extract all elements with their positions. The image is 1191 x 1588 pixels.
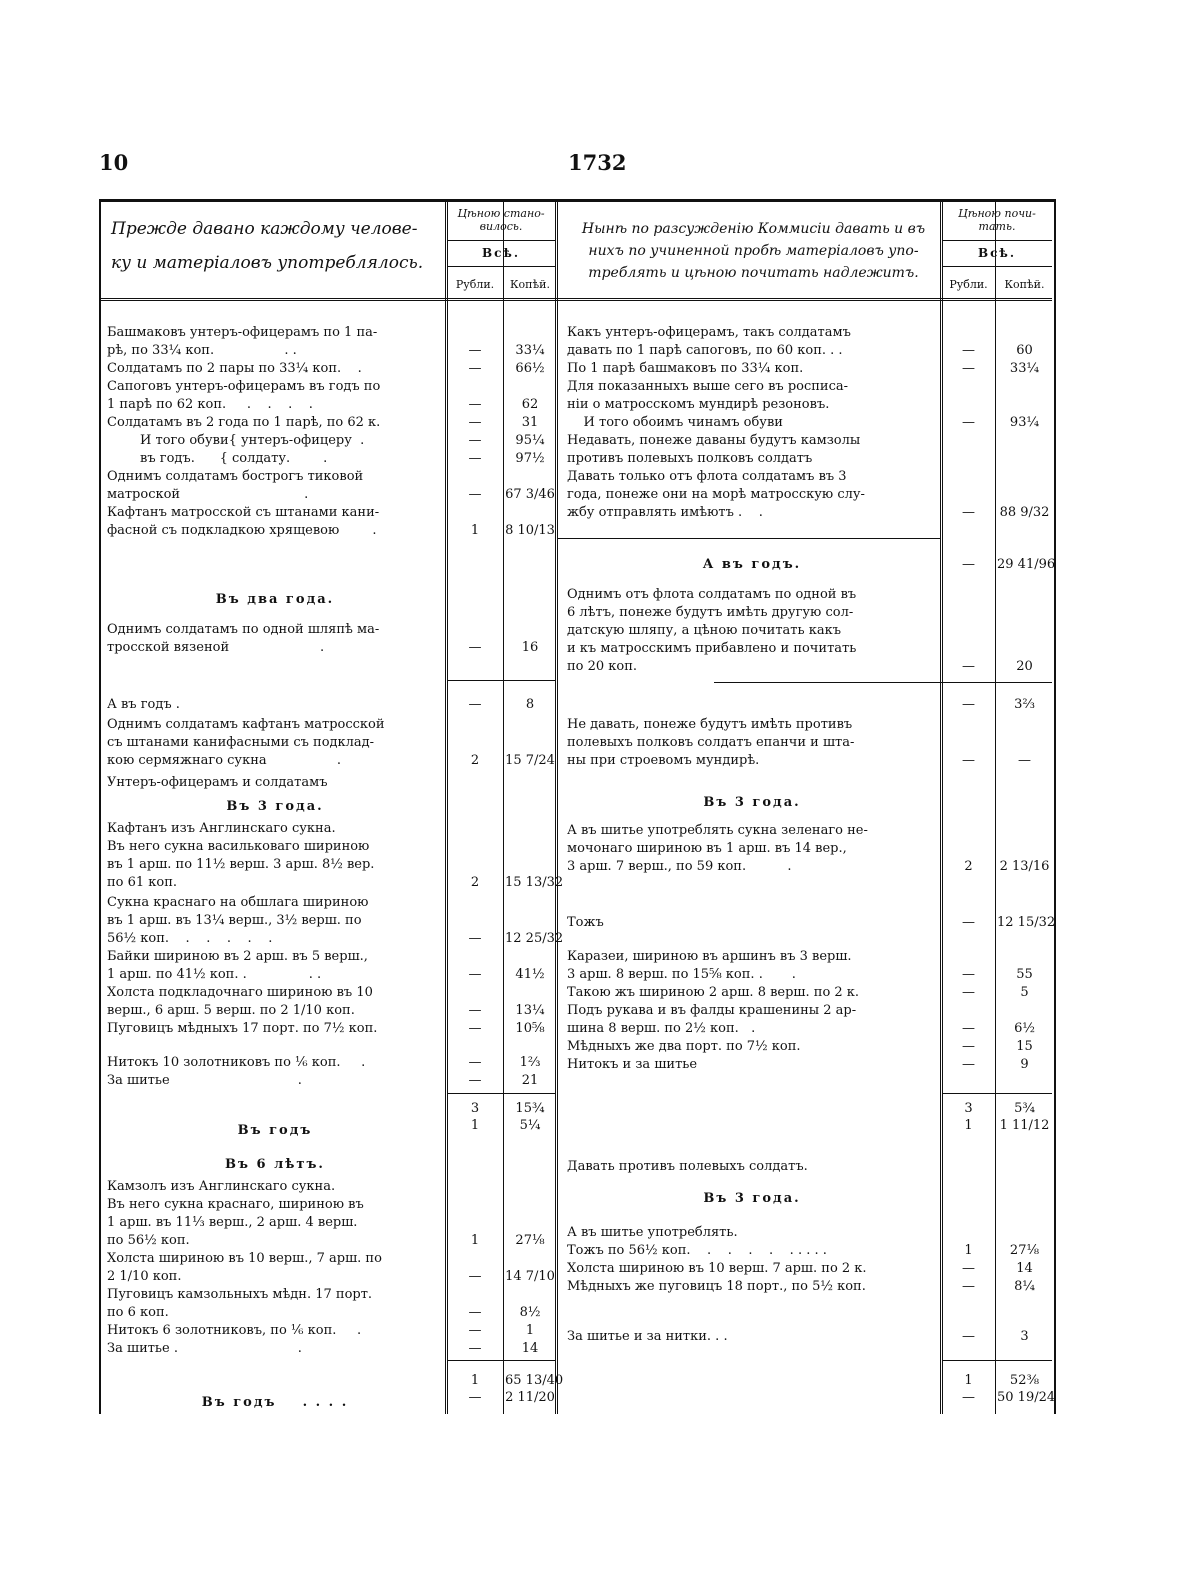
right-entry-text: Въ 3 года. — [703, 1191, 801, 1206]
left-kopecks-cell: 16 — [521, 640, 539, 655]
right-rubles-cell: — — [962, 967, 975, 982]
right-kopecks-cell: 6½ — [1014, 1021, 1035, 1036]
right-rubles-cell: — — [962, 985, 975, 1000]
right-rubles-cell: 3 1 — [964, 1101, 973, 1133]
right-entry-text: ніи о матросскомъ мундирѣ резоновъ. — [567, 397, 830, 412]
left-entry-text: верш., 6 арш. 5 верш. по 2 1/10 коп. — [107, 1003, 355, 1018]
right-rubles-cell: — — [962, 1057, 975, 1072]
left-rubles-cell: — — [468, 451, 482, 466]
right-entry-text: Такою жъ шириною 2 арш. 8 верш. по 2 к. — [567, 985, 860, 1000]
right-kopecks-cell: 15 — [1016, 1039, 1033, 1054]
col-rule-right-text — [940, 202, 945, 1414]
hdr-rule-1 — [447, 240, 555, 241]
left-entry-text: Однимъ солдатамъ по одной шляпѣ ма- — [107, 622, 380, 637]
left-entry-text: Однимъ солдатамъ кафтанъ матросской — [107, 717, 385, 732]
left-kopecks-cell: 66½ — [515, 361, 545, 376]
left-entry-text: 2 1/10 коп. — [107, 1269, 182, 1284]
left-entry-text: Холста шириною въ 10 верш., 7 арш. по — [107, 1251, 382, 1266]
right-rubles-cell: — — [962, 361, 975, 376]
hdr-rule-3 — [942, 240, 1052, 241]
hdr-rule-4 — [942, 266, 1052, 267]
hdr-rule-2 — [447, 266, 555, 267]
right-entry-text: Мѣдныхъ же пуговицъ 18 порт., по 5½ коп. — [567, 1279, 866, 1294]
right-entry-text: полевыхъ полковъ солдатъ епанчи и шта- — [567, 735, 855, 750]
left-rubles-cell: — — [468, 1341, 482, 1356]
left-rubles-cell: — — [468, 1003, 482, 1018]
col-rule-right-rub — [995, 202, 996, 1414]
right-entry-text: Не давать, понеже будутъ имѣть противъ — [567, 717, 853, 732]
right-entry-text: давать по 1 парѣ сапоговъ, по 60 коп. . . — [567, 343, 843, 358]
right-rubles-cell: — — [962, 505, 975, 520]
right-entry-text: Давать только отъ флота солдатамъ въ 3 — [567, 469, 847, 484]
left-kopecks-cell: 31 — [521, 415, 539, 430]
right-entry-text: По 1 парѣ башмаковъ по 33¼ коп. — [567, 361, 804, 376]
left-entry-text: по 56½ коп. — [107, 1233, 190, 1248]
right-rubles-cell: — — [962, 1261, 975, 1276]
left-entry-text: А въ годъ . — [107, 697, 180, 712]
right-kopecks-cell: 5 — [1020, 985, 1029, 1000]
left-entry-text: Солдатамъ въ 2 года по 1 парѣ, по 62 к. — [107, 415, 381, 430]
right-entry-text: Нитокъ и за шитье — [567, 1057, 698, 1072]
left-entry-text: Камзолъ изъ Англинскаго сукна. — [107, 1179, 336, 1194]
sec-rule-l2 — [447, 1093, 555, 1094]
sec-rule-r3 — [942, 1093, 1052, 1094]
left-entry-text: За шитье . . — [107, 1341, 302, 1356]
left-kopecks-cell: 13¼ — [515, 1003, 545, 1018]
left-entry-text: 1 арш. въ 11⅓ верш., 2 арш. 4 верш. — [107, 1215, 358, 1230]
right-vse: Всѣ. — [977, 246, 1017, 260]
left-kopecks-cell: 1⅔ — [519, 1055, 541, 1070]
left-entry-text: фасной съ подкладкою хрящевою . — [107, 523, 377, 538]
right-entry-text: датскую шляпу, а цѣною почитать какъ — [567, 623, 841, 638]
left-rubles-cell: 1 — [470, 523, 480, 538]
left-entry-text: по 61 коп. — [107, 875, 178, 890]
page-year: 1732 — [568, 150, 627, 175]
left-entry-text: рѣ, по 33¼ коп. . . — [107, 343, 297, 358]
col-rule-left-rub — [503, 202, 504, 1414]
left-entry-text: въ 1 арш. въ 13¼ верш., 3½ верш. по — [107, 913, 362, 928]
left-col-kop: Копѣй. — [510, 278, 550, 291]
left-rubles-cell: — — [468, 343, 482, 358]
left-entry-text: 1 арш. по 41½ коп. . . . — [107, 967, 322, 982]
left-header-title: Прежде давано каждому челове- ку и матеріаловъ употреблялось. — [111, 219, 424, 273]
right-entry-text: Мѣдныхъ же два порт. по 7½ коп. — [567, 1039, 801, 1054]
right-entry-text: по 20 коп. — [567, 659, 638, 674]
right-entry-text: мочонаго шириною въ 1 арш. въ 14 вер., — [567, 841, 847, 856]
left-rubles-cell: — — [468, 1021, 482, 1036]
page-number: 10 — [99, 150, 129, 175]
right-rubles-cell: — — [962, 753, 975, 768]
left-rubles-cell: — — [468, 361, 482, 376]
right-entry-text: Тожъ по 56½ коп. . . . . . . . . . — [567, 1243, 827, 1258]
ledger-table — [99, 199, 1056, 1414]
left-rubles-cell: 2 — [470, 875, 480, 890]
right-kopecks-cell: 2 13/16 — [999, 859, 1050, 874]
right-entry-text: 3 арш. 7 верш., по 59 коп. . — [567, 859, 792, 874]
right-entry-text: шина 8 верш. по 2½ коп. . — [567, 1021, 756, 1036]
right-kopecks-cell: 3⅔ — [1014, 697, 1035, 712]
left-entry-text: Кафтанъ изъ Англинскаго сукна. — [107, 821, 336, 836]
left-entry-text: Въ него сукна краснаго, шириною въ — [107, 1197, 364, 1212]
left-kopecks-cell: 15¾ 5¼ — [515, 1101, 545, 1133]
left-kopecks-cell: 65 13/40 2 11/20 — [505, 1373, 564, 1405]
sec-rule-r1 — [557, 538, 940, 539]
left-rubles-cell: — — [468, 1269, 482, 1284]
right-entry-text: 3 арш. 8 верш. по 15⅝ коп. . . — [567, 967, 796, 982]
left-rubles-cell: — — [468, 1073, 482, 1088]
left-rubles-cell: — — [468, 697, 482, 712]
right-kopecks-cell: 5¾ 1 11/12 — [999, 1101, 1050, 1133]
left-rubles-cell: — — [468, 415, 482, 430]
left-kopecks-cell: 33¼ — [515, 343, 545, 358]
left-entry-text: Въ него сукна васильковаго шириною — [107, 839, 370, 854]
left-kopecks-cell: 15 7/24 — [505, 753, 555, 768]
left-entry-text: кою сермяжнаго сукна . — [107, 753, 342, 768]
left-entry-text: Нитокъ 10 золотниковъ по ⅙ коп. . — [107, 1055, 366, 1070]
right-entry-text: года, понеже они на морѣ матросскую слу- — [567, 487, 865, 502]
right-entry-text: Подъ рукава и въ фалды крашенины 2 ар- — [567, 1003, 857, 1018]
left-entry-text: Въ 6 лѣтъ. — [225, 1157, 325, 1172]
right-entry-text: противъ полевыхъ полковъ солдатъ — [567, 451, 813, 466]
left-entry-text: Нитокъ 6 золотниковъ, по ⅙ коп. . — [107, 1323, 362, 1338]
left-entry-text: тросской вязеной . — [107, 640, 325, 655]
left-kopecks-cell: 12 25/32 — [505, 931, 564, 946]
sec-rule-r2 — [714, 682, 1052, 683]
left-entry-text: Байки шириною въ 2 арш. въ 5 верш., — [107, 949, 368, 964]
col-rule-left-kop — [555, 202, 560, 1414]
left-entry-text: Въ два года. — [215, 592, 335, 607]
left-entry-text: 56½ коп. . . . . . — [107, 931, 273, 946]
right-kopecks-cell: 29 41/96 — [997, 557, 1056, 572]
right-rubles-cell: — — [962, 1329, 975, 1344]
left-rubles-cell: 1 — [470, 1233, 480, 1248]
right-rubles-cell: — — [962, 1039, 975, 1054]
left-kopecks-cell: 8 — [525, 697, 535, 712]
right-entry-text: Въ 3 года. — [703, 795, 801, 810]
right-col-rub: Рубли. — [949, 278, 988, 291]
right-header-title: Нынѣ по разсужденію Коммисіи давать и въ нихъ по учиненной пробѣ матеріаловъ упо- треблять и цѣною почитать надлежитъ. — [581, 221, 926, 281]
left-kopecks-cell: 14 7/10 — [505, 1269, 555, 1284]
right-rubles-cell: — — [962, 697, 975, 712]
right-rubles-cell: — — [962, 1279, 975, 1294]
left-entry-text: Однимъ солдатамъ бострогъ тиковой — [107, 469, 364, 484]
left-rubles-cell: — — [468, 1055, 482, 1070]
right-rubles-cell: — — [962, 659, 975, 674]
left-rubles-cell: 2 — [470, 753, 480, 768]
left-rubles-cell: — — [468, 967, 482, 982]
sec-rule-l3 — [447, 1360, 555, 1361]
left-rubles-cell: — — [468, 931, 482, 946]
left-kopecks-cell: 8 10/13 — [505, 523, 555, 538]
left-kopecks-cell: 95¼ — [515, 433, 545, 448]
right-entry-text: А въ шитье употреблять сукна зеленаго не- — [567, 823, 868, 838]
right-rubles-cell: — — [962, 343, 975, 358]
left-entry-text: съ штанами канифасными съ подклад- — [107, 735, 375, 750]
right-kopecks-cell: 33¼ — [1009, 361, 1040, 376]
right-price-header: Цѣною почи- тать. — [958, 207, 1036, 233]
sec-rule-l1 — [447, 680, 555, 681]
right-kopecks-cell: 52⅜ 50 19/24 — [997, 1373, 1056, 1405]
right-kopecks-cell: 8¼ — [1014, 1279, 1035, 1294]
left-vse: Всѣ. — [481, 246, 521, 260]
left-entry-text: Сукна краснаго на обшлага шириною — [107, 895, 369, 910]
right-entry-text: А въ годъ. — [702, 557, 802, 572]
right-rubles-cell: — — [962, 415, 975, 430]
left-entry-text: Солдатамъ по 2 пары по 33¼ коп. . — [107, 361, 362, 376]
right-entry-text: Однимъ отъ флота солдатамъ по одной въ — [567, 587, 857, 602]
header-bottom-rule — [101, 298, 1052, 301]
right-rubles-cell: — — [962, 1021, 975, 1036]
left-kopecks-cell: 8½ — [519, 1305, 541, 1320]
left-entry-text: матроской . — [107, 487, 309, 502]
left-entry-text: 1 парѣ по 62 коп. . . . . — [107, 397, 313, 412]
left-entry-text: Пуговицъ камзольныхъ мѣдн. 17 порт. — [107, 1287, 373, 1302]
right-entry-text: и къ матросскимъ прибавлено и почитать — [567, 641, 857, 656]
left-rubles-cell: 3 1 — [470, 1101, 480, 1133]
left-kopecks-cell: 27⅛ — [515, 1233, 545, 1248]
right-entry-text: 6 лѣтъ, понеже будутъ имѣть другую сол- — [567, 605, 854, 620]
left-kopecks-cell: 21 — [521, 1073, 539, 1088]
left-entry-text: Унтеръ-офицерамъ и солдатамъ — [107, 775, 328, 790]
left-kopecks-cell: 97½ — [515, 451, 545, 466]
right-kopecks-cell: 93¼ — [1009, 415, 1040, 430]
left-kopecks-cell: 41½ — [515, 967, 545, 982]
right-kopecks-cell: 3 — [1020, 1329, 1029, 1344]
right-rubles-cell: — — [962, 915, 975, 930]
right-kopecks-cell: 55 — [1016, 967, 1033, 982]
right-entry-text: ны при строевомъ мундирѣ. — [567, 753, 760, 768]
left-kopecks-cell: 14 — [521, 1341, 539, 1356]
left-rubles-cell: — — [468, 487, 482, 502]
right-kopecks-cell: 9 — [1020, 1057, 1029, 1072]
left-rubles-cell: 1 — — [468, 1373, 482, 1405]
right-entry-text: Какъ унтеръ-офицерамъ, такъ солдатамъ — [567, 325, 851, 340]
right-entry-text: Для показанныхъ выше сего въ росписа- — [567, 379, 849, 394]
left-kopecks-cell: 15 13/32 — [505, 875, 564, 890]
left-entry-text: И того обуви{ унтеръ-офицеру . — [107, 433, 365, 448]
left-kopecks-cell: 1 — [525, 1323, 535, 1338]
left-rubles-cell: — — [468, 433, 482, 448]
right-kopecks-cell: 88 9/32 — [999, 505, 1050, 520]
left-entry-text: Сапоговъ унтеръ-офицерамъ въ годъ по — [107, 379, 381, 394]
left-entry-text: Въ годъ . . . . — [201, 1395, 349, 1410]
sec-rule-r4 — [942, 1360, 1052, 1361]
right-rubles-cell: 2 — [964, 859, 973, 874]
left-kopecks-cell: 67 3/46 — [505, 487, 555, 502]
left-col-rub: Рубли. — [455, 278, 495, 291]
left-entry-text: Кафтанъ матросской съ штанами кани- — [107, 505, 380, 520]
left-entry-text: За шитье . — [107, 1073, 302, 1088]
left-rubles-cell: — — [468, 1305, 482, 1320]
left-rubles-cell: — — [468, 1323, 482, 1338]
left-kopecks-cell: 10⅝ — [515, 1021, 545, 1036]
right-entry-text: А въ шитье употреблять. — [567, 1225, 738, 1240]
right-entry-text: За шитье и за нитки. . . — [567, 1329, 728, 1344]
right-entry-text: жбу отправлять имѣютъ . . — [567, 505, 763, 520]
right-rubles-cell: 1 — — [962, 1373, 975, 1405]
left-price-header: Цѣною стано- вилось. — [457, 207, 545, 233]
right-rubles-cell: — — [962, 557, 975, 572]
left-entry-text: Въ 3 года. — [226, 799, 324, 814]
left-rubles-cell: — — [468, 397, 482, 412]
right-kopecks-cell: 27⅛ — [1009, 1243, 1040, 1258]
left-rubles-cell: — — [468, 640, 482, 655]
right-entry-text: Тожъ — [567, 915, 604, 930]
right-entry-text: И того обоимъ чинамъ обуви — [567, 415, 783, 430]
left-entry-text: Холста подкладочнаго шириною въ 10 — [107, 985, 373, 1000]
right-kopecks-cell: 12 15/32 — [997, 915, 1056, 930]
right-kopecks-cell: 20 — [1016, 659, 1033, 674]
left-entry-text: Пуговицъ мѣдныхъ 17 порт. по 7½ коп. — [107, 1021, 378, 1036]
left-entry-text: Въ годъ — [237, 1123, 313, 1138]
right-kopecks-cell: 60 — [1016, 343, 1033, 358]
right-entry-text: Каразеи, шириною въ аршинъ въ 3 верш. — [567, 949, 852, 964]
left-kopecks-cell: 62 — [521, 397, 539, 412]
right-kopecks-cell: 14 — [1016, 1261, 1033, 1276]
left-entry-text: по 6 коп. — [107, 1305, 169, 1320]
left-entry-text: въ 1 арш. по 11½ верш. 3 арш. 8½ вер. — [107, 857, 375, 872]
right-entry-text: Холста шириною въ 10 верш. 7 арш. по 2 к. — [567, 1261, 867, 1276]
right-entry-text: Недавать, понеже даваны будутъ камзолы — [567, 433, 861, 448]
left-entry-text: въ годъ. { солдату. . — [107, 451, 328, 466]
right-rubles-cell: 1 — [964, 1243, 973, 1258]
right-col-kop: Копѣй. — [1004, 278, 1045, 291]
right-entry-text: Давать противъ полевыхъ солдатъ. — [567, 1159, 808, 1174]
left-entry-text: Башмаковъ унтеръ-офицерамъ по 1 па- — [107, 325, 378, 340]
right-kopecks-cell: — — [1018, 753, 1031, 768]
